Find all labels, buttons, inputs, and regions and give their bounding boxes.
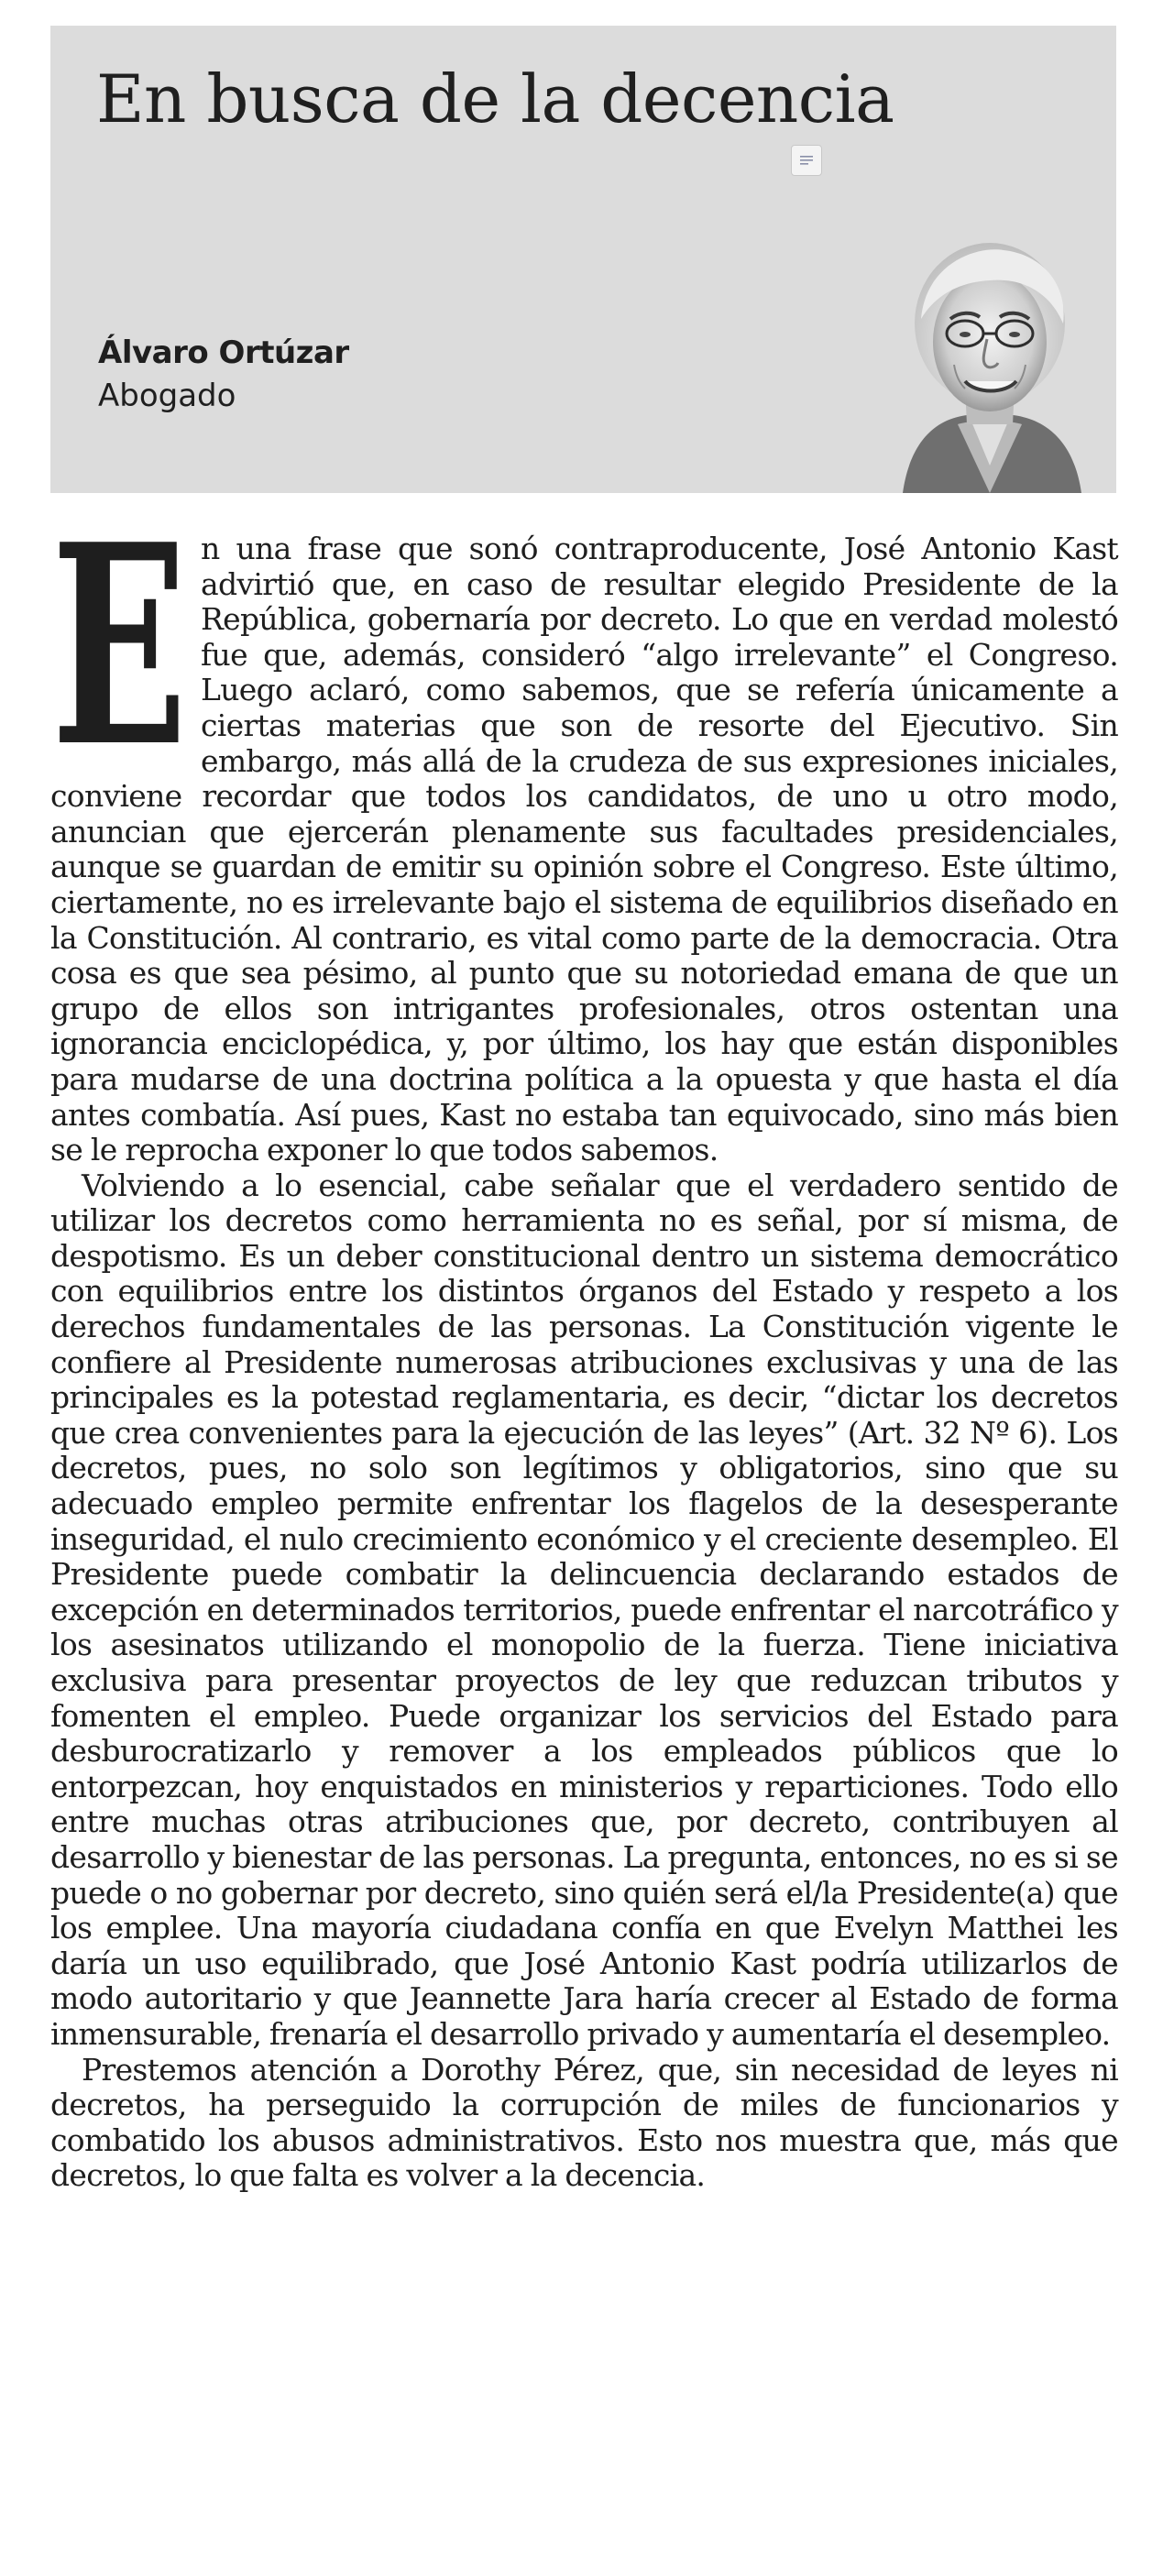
note-icon[interactable] [791,145,822,176]
article-paragraph-1 [50,484,1118,1168]
article-header [50,26,1116,493]
drop-cap [50,484,188,807]
svg-text:E: E [51,484,187,807]
article-paragraph-3: Prestemos atención a Dorothy Pérez, que, sin necesidad de leyes ni decretos, ha perseguido la corrupción de miles de funcionarios y combatido los abusos administrativos. Esto nos muestra que, más que decretos, lo que falta es volver a la decencia. [50,2051,1118,2194]
author-name: Álvaro Ortúzar [98,334,349,371]
article-paragraph-2: Volviendo a lo esencial, cabe señalar que el verdadero sentido de utilizar los decretos como herramienta no es señal, por sí misma, de despotismo. Es un deber constitucional dentro un sistema democrático con equilibrios entre los distintos órganos del Estado y respeto a los derechos fundamentales de las personas. La Constitución vigente le confiere al Presidente numerosas atribuciones exclusivas y una de las principales es la potestad reglamentaria, es decir, “dictar los decretos que crea convenientes para la ejecución de las leyes” (Art. 32 Nº 6). Los decretos, pues, no solo son legítimos y obligatorios, sino que su adecuado empleo permite enfrentar los flagelos de la desesperante inseguridad, el nulo crecimiento económico y el creciente desempleo. El Presidente puede combatir la delincuencia declarando estados de excepción en determinados territorios, puede enfrentar el narcotráfico y los asesinatos utilizando el monopolio de la fuerza. Tiene iniciativa exclusiva para presentar proyectos de ley que reduzcan tributos y fomenten el empleo. Puede organizar los servicios del Estado para desburocratizarlo y remover a los empleados públicos que lo entorpezcan, hoy enquistados en ministerios y reparticiones. Todo ello entre muchas otras atribuciones que, por decreto, contribuyen al desarrollo y bienestar de las personas. La pregunta, entonces, no es si se puede o no gobernar por decreto, sino quién será el/la Presidente(a) que los emplee. Una mayoría ciudadana confía en que Evelyn Matthei les daría un uso equilibrado, que José Antonio Kast podría utilizarlos de modo autoritario y que Jeannette Jara haría crecer al Estado de forma inmensurable, frenaría el desarrollo privado y aumentaría el desempleo. [50,1167,1118,2052]
headline: En busca de la decencia [96,60,894,137]
author-role: Abogado [98,378,236,414]
note-lines-icon [792,146,821,175]
paragraph-text: n una frase que sonó contraproducente, José Antonio Kast advirtió que, en caso de resultar elegido Presidente de la República, gobernaría por decreto. Lo que en verdad molestó fue que, además, consideró “algo irrelevante” el Congreso. Luego aclaró, como sabemos, que se refería únicamente a ciertas materias que son de resorte del Ejecutivo. Sin embargo, más allá de la crudeza de sus expresiones iniciales, conviene recordar que todos los candidatos, de uno u otro modo, anuncian que ejercerán plenamente sus facultades presidenciales, aunque se guardan de emitir su opinión sobre el Congreso. Este último, ciertamente, no es irrelevante bajo el sistema de equilibrios diseñado en la Constitución. Al contrario, es vital como parte de la democracia. Otra cosa es que sea pésimo, al punto que su notoriedad emana de que un grupo de ellos son intrigantes profesionales, otros ostentan una ignorancia enciclopédica, y, por último, los hay que están disponibles para mudarse de una doctrina política a la opuesta y que hasta el día antes combatía. Así pues, Kast no estaba tan equivocado, sino más bien se le reprocha exponer lo que todos sabemos. [50,531,1118,1168]
author-portrait-image [884,227,1095,493]
article-body [50,484,1118,2194]
